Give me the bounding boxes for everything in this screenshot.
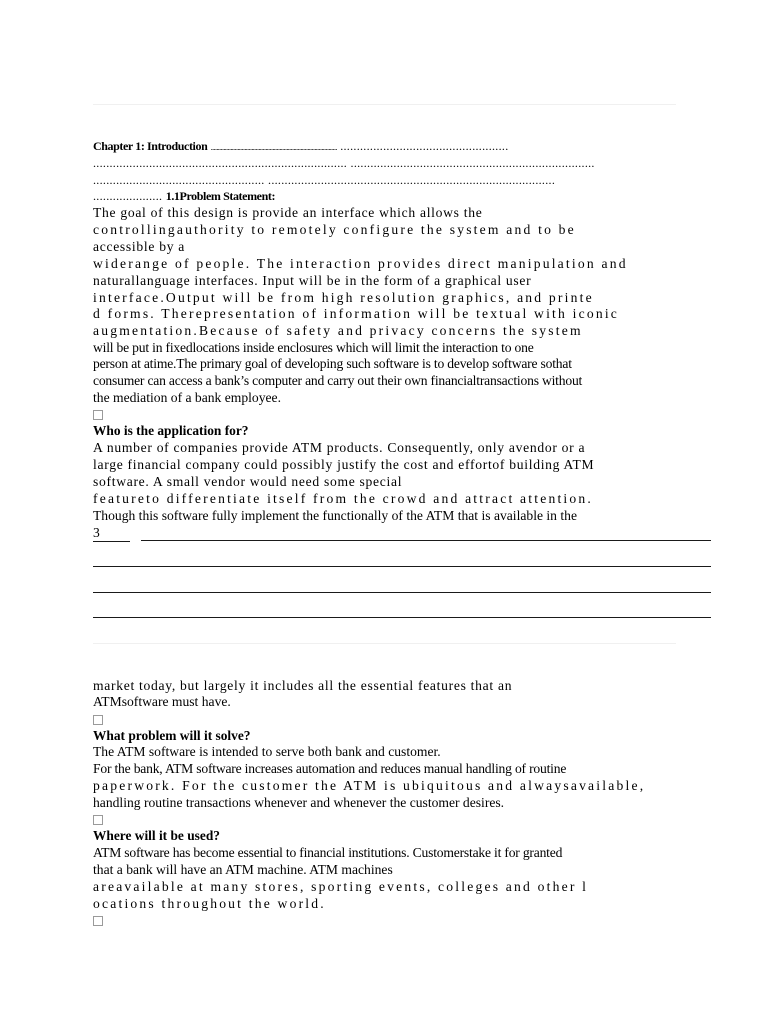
section-heading: Where will it be used?	[93, 828, 220, 843]
paragraph-line: widerange of people. The interaction provides direct manipulation and	[93, 256, 628, 271]
toc-dots: .......................................................................................	[268, 173, 556, 187]
toc-section-line	[93, 188, 275, 204]
paragraph-line: handling routine transactions whenever and whenever the customer desires.	[93, 795, 505, 810]
paragraph-line: the mediation of a bank employee.	[93, 390, 281, 405]
long-rule	[141, 540, 711, 541]
bullet-line	[93, 406, 103, 422]
paragraph-line: person at atime.The primary goal of developing such software is to develop software sothat	[93, 356, 572, 371]
checkbox-icon	[93, 715, 103, 725]
section-heading: Who is the application for?	[93, 423, 249, 438]
paragraph-line: software. A small vendor would need some special	[93, 474, 403, 489]
page-top-separator	[93, 104, 676, 105]
paragraph-line: will be put in fixedlocations inside enclosures which will limit the interaction to one	[93, 340, 534, 355]
paragraph-line: that a bank will have an ATM machine. ATM machines	[93, 862, 393, 877]
toc-dots: ...................................................	[340, 139, 509, 153]
checkbox-icon	[93, 410, 103, 420]
paragraph-line: ATMsoftware must have.	[93, 694, 231, 709]
paragraph-line: paperwork. For the customer the ATM is ubiquitous and alwaysavailable,	[93, 778, 646, 793]
toc-chapter-line	[93, 138, 509, 156]
paragraph-line: d forms. Therepresentation of information will be textual with iconic	[93, 306, 620, 321]
bullet-line	[93, 811, 103, 827]
paragraph-line: accessible by a	[93, 239, 186, 254]
paragraph-line: ocations throughout the world.	[93, 896, 326, 911]
toc-dots-line	[93, 172, 555, 188]
toc-dots: .....................	[93, 189, 163, 203]
toc-dots: .............................................................................	[93, 156, 348, 170]
paragraph-line: augmentation.Because of safety and privacy concerns the system	[93, 323, 583, 338]
bullet-line	[93, 711, 103, 727]
paragraph-line: Though this software fully implement the functionally of the ATM that is available in the	[93, 508, 577, 523]
toc-dots: ....................................................	[93, 173, 265, 187]
toc-section-label: 1.1Problem Statement:	[165, 189, 276, 203]
paragraph-line: consumer can access a bank’s computer and carry out their own financialtransactions without	[93, 373, 583, 388]
paragraph-line: A number of companies provide ATM products. Consequently, only avendor or a	[93, 440, 586, 455]
toc-chapter-label: Chapter 1: Introduction	[93, 139, 208, 153]
checkbox-icon	[93, 815, 103, 825]
toc-dots-line	[93, 155, 595, 171]
toc-dots: ..........................................................................	[350, 156, 595, 170]
page-number: 3	[93, 525, 100, 540]
paragraph-line: The goal of this design is provide an interface which allows the	[93, 205, 483, 220]
paragraph-line: featureto differentiate itself from the crowd and attract attention.	[93, 491, 593, 506]
paragraph-line: naturallanguage interfaces. Input will be in the form of a graphical user	[93, 273, 532, 288]
rule	[93, 566, 711, 567]
paragraph-line: The ATM software is intended to serve both bank and customer.	[93, 744, 441, 759]
paragraph-line: areavailable at many stores, sporting events, colleges and other l	[93, 879, 589, 894]
paragraph-line: interface.Output will be from high resolution graphics, and printe	[93, 290, 594, 305]
toc-dots: ..........................................................................................	[210, 143, 337, 152]
paragraph-line: large financial company could possibly justify the cost and effortof building ATM	[93, 457, 595, 472]
rule	[93, 592, 711, 593]
paragraph-line: market today, but largely it includes all the essential features that an	[93, 678, 513, 693]
paragraph-line: For the bank, ATM software increases automation and reduces manual handling of routine	[93, 761, 567, 776]
short-rule	[93, 541, 130, 542]
page-break-separator	[93, 643, 676, 644]
paragraph-line: controllingauthority to remotely configure the system and to be	[93, 222, 576, 237]
section-heading: What problem will it solve?	[93, 728, 251, 743]
checkbox-icon	[93, 916, 103, 926]
bullet-line	[93, 912, 103, 928]
rule	[93, 617, 711, 618]
paragraph-line: ATM software has become essential to financial institutions. Customerstake it for granted	[93, 845, 563, 860]
